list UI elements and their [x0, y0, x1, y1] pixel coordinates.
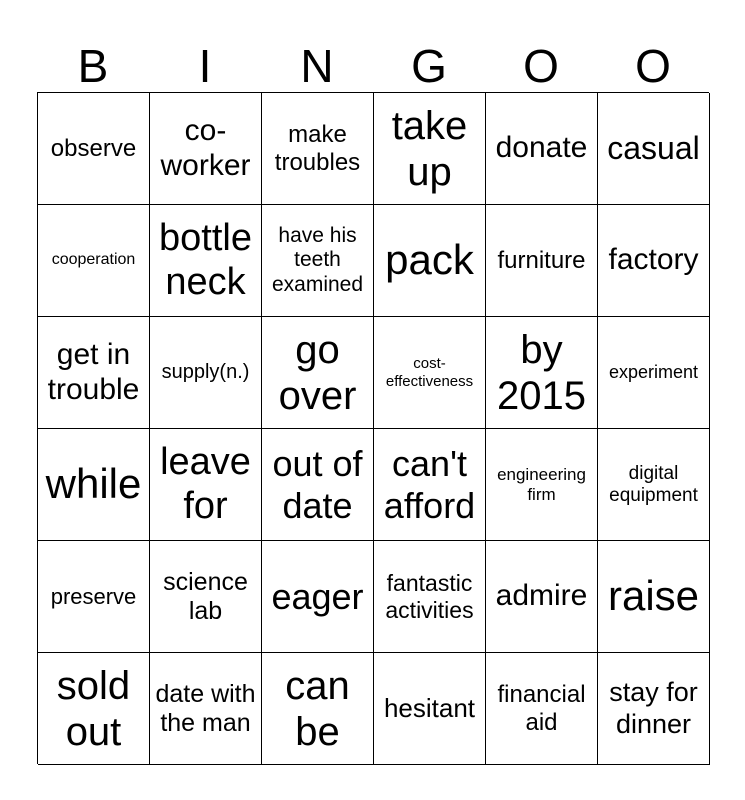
bingo-cell-text: observe [50, 134, 137, 162]
bingo-cell-text: financial aid [497, 680, 586, 736]
bingo-cell-text: preserve [50, 583, 137, 609]
bingo-cell-text: supply(n.) [161, 361, 250, 383]
bingo-cell-text: factory [608, 243, 699, 277]
bingo-cell [374, 317, 486, 429]
bingo-cell [374, 429, 486, 541]
bingo-cell-text: leave for [160, 440, 251, 527]
bingo-cell [150, 653, 262, 765]
bingo-cell [262, 653, 374, 765]
bingo-cell-text: science lab [163, 567, 248, 625]
bingo-cell [598, 205, 710, 317]
bingo-cell [262, 93, 374, 205]
bingo-cell-text: have his teeth examined [271, 224, 364, 296]
bingo-cell [150, 541, 262, 653]
bingo-cell [38, 93, 150, 205]
bingo-cell-text: cooperation [51, 251, 136, 269]
header-letter: O [523, 40, 559, 92]
bingo-cell [150, 205, 262, 317]
bingo-cell [486, 317, 598, 429]
bingo-cell [150, 93, 262, 205]
bingo-cell [38, 541, 150, 653]
bingo-cell-text: get in trouble [47, 338, 140, 406]
bingo-cell [38, 653, 150, 765]
bingo-cell [38, 429, 150, 541]
bingo-cell-text: hesitant [383, 692, 476, 723]
bingo-cell-text: eager [271, 575, 364, 617]
bingo-cell [486, 653, 598, 765]
bingo-cell [486, 429, 598, 541]
bingo-cell-text: out of date [272, 443, 363, 526]
bingo-cell-text: make troubles [274, 120, 361, 176]
bingo-cell [150, 317, 262, 429]
bingo-cell [262, 317, 374, 429]
bingo-cell [38, 205, 150, 317]
header-letter: I [198, 40, 212, 92]
bingo-cell [262, 205, 374, 317]
bingo-cell-text: donate [495, 131, 588, 165]
header-letter: N [300, 40, 334, 92]
header-letter: B [77, 40, 109, 92]
bingo-cell-text: pack [385, 236, 474, 284]
bingo-cell [598, 317, 710, 429]
bingo-cell-text: bottle neck [159, 216, 252, 303]
bingo-cell-text: stay for dinner [609, 677, 698, 739]
bingo-cell-text: experiment [608, 362, 699, 383]
bingo-cell [598, 429, 710, 541]
bingo-cell-text: while [45, 460, 142, 508]
bingo-cell [598, 541, 710, 653]
bingo-cell-text: by 2015 [497, 327, 586, 418]
bingo-cell-text: go over [278, 327, 357, 418]
bingo-cell [598, 653, 710, 765]
bingo-board [37, 92, 709, 764]
bingo-cell-text: fantastic activities [385, 570, 474, 623]
bingo-cell-text: digital equipment [609, 462, 698, 506]
bingo-cell [486, 93, 598, 205]
bingo-cell-text: date with the man [155, 679, 256, 737]
bingo-cell [150, 429, 262, 541]
bingo-cell [262, 429, 374, 541]
bingo-header [37, 36, 709, 92]
bingo-cell-text: can be [285, 663, 350, 754]
bingo-cell-text: casual [607, 130, 700, 167]
bingo-cell [374, 653, 486, 765]
bingo-cell-text: engineering firm [497, 464, 586, 504]
bingo-cell-text: cost-effectiveness [385, 355, 474, 390]
bingo-cell-text: take up [391, 103, 468, 194]
bingo-cell [262, 541, 374, 653]
bingo-cell [374, 541, 486, 653]
bingo-cell [374, 205, 486, 317]
bingo-cell [374, 93, 486, 205]
bingo-cell [486, 205, 598, 317]
bingo-cell-text: can't afford [383, 443, 476, 526]
header-letter: G [411, 40, 447, 92]
header-letter: O [635, 40, 671, 92]
bingo-cell-text: furniture [497, 246, 586, 274]
bingo-cell-text: co-worker [160, 114, 251, 182]
bingo-cell-text: sold out [56, 663, 131, 754]
bingo-cell-text: admire [495, 579, 588, 613]
bingo-cell [38, 317, 150, 429]
bingo-cell [486, 541, 598, 653]
bingo-cell [598, 93, 710, 205]
bingo-cell-text: raise [607, 572, 700, 620]
